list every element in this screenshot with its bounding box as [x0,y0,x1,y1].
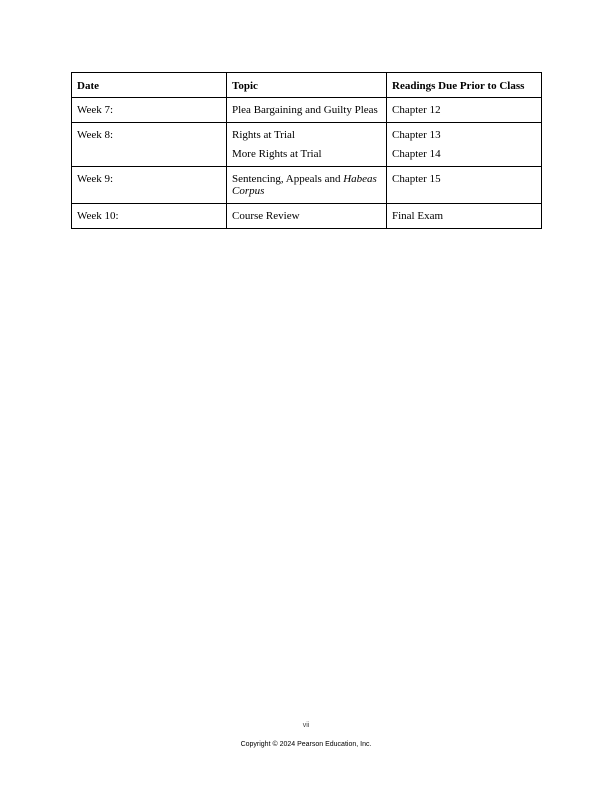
cell-topic [227,167,387,204]
topic-italic-text: Habeas Corpus [232,173,377,197]
reading-text: Chapter 14 [392,148,441,160]
cell-date: Week 10: [72,204,227,229]
cell-date: Week 9: [72,167,227,204]
table-header-row [72,73,542,98]
cell-date: Week 8: [72,123,227,167]
reading-text: Chapter 15 [392,173,441,185]
table-row [72,123,542,167]
reading-text: Chapter 13 [392,129,441,141]
cell-date: Week 7: [72,98,227,123]
header-topic: Topic [227,73,387,98]
table-row [72,98,542,123]
topic-text: More Rights at Trial [232,148,322,160]
course-schedule-table [71,72,542,229]
table-row [72,204,542,229]
topic-text: Sentencing, Appeals and [232,173,344,185]
reading-text: Final Exam [392,210,444,222]
reading-text: Chapter 12 [392,104,441,116]
cell-readings [387,167,542,204]
cell-topic [227,123,387,167]
table-row [72,167,542,204]
cell-topic [227,204,387,229]
cell-topic [227,98,387,123]
header-readings: Readings Due Prior to Class [387,73,542,98]
page-number: vii [302,722,310,729]
cell-readings [387,123,542,167]
copyright-notice: Copyright © 2024 Pearson Education, Inc. [240,741,372,748]
topic-text: Plea Bargaining and Guilty Pleas [232,104,378,116]
cell-readings [387,98,542,123]
cell-readings [387,204,542,229]
topic-text: Course Review [232,210,300,222]
topic-text: Rights at Trial [232,129,295,141]
header-date: Date [72,73,227,98]
